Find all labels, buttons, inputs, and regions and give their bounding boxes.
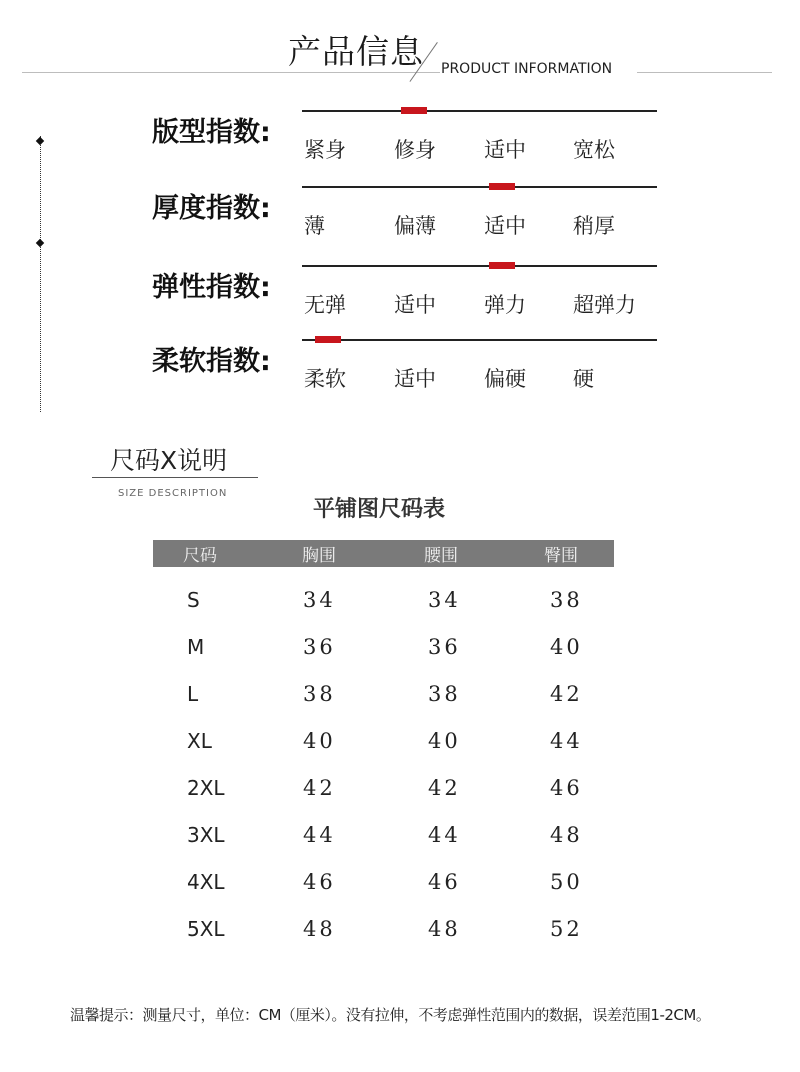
table-cell-measurement: 40 (303, 729, 336, 753)
table-cell-measurement: 46 (303, 870, 336, 894)
table-cell-measurement: 42 (303, 776, 336, 800)
table-cell-measurement: 36 (303, 635, 336, 659)
table-cell-size: L (187, 682, 199, 706)
index-label: 弹性指数: (152, 272, 271, 303)
table-cell-measurement: 52 (550, 917, 583, 941)
index-option: 宽松 (573, 138, 615, 162)
index-option: 适中 (484, 214, 526, 238)
table-header-cell: 尺码 (183, 546, 217, 566)
header-divider-left (22, 72, 440, 73)
table-cell-size: M (187, 635, 205, 659)
table-header-cell: 腰围 (424, 546, 458, 566)
table-cell-measurement: 36 (428, 635, 461, 659)
footer-note: 温馨提示：测量尺寸，单位：CM（厘米）。没有拉伸，不考虑弹性范围内的数据，误差范围1-2CM。 (70, 1006, 711, 1024)
index-option: 硬 (573, 367, 594, 391)
page-title: 产品信息 (288, 32, 424, 71)
index-option: 柔软 (304, 367, 346, 391)
table-cell-measurement: 48 (303, 917, 336, 941)
index-scale-line (302, 110, 657, 112)
timeline-diamond-icon (36, 239, 44, 247)
size-section-subtitle: SIZE DESCRIPTION (118, 488, 228, 499)
table-header-cell: 臀围 (544, 546, 578, 566)
table-cell-measurement: 42 (428, 776, 461, 800)
index-scale-line (302, 186, 657, 188)
index-option: 修身 (394, 138, 436, 162)
table-cell-measurement: 46 (550, 776, 583, 800)
index-option: 超弹力 (573, 293, 636, 317)
table-cell-size: 4XL (187, 870, 225, 894)
index-option: 稍厚 (573, 214, 615, 238)
table-cell-measurement: 40 (428, 729, 461, 753)
table-cell-measurement: 40 (550, 635, 583, 659)
table-cell-size: XL (187, 729, 212, 753)
table-cell-measurement: 38 (428, 682, 461, 706)
table-cell-size: 3XL (187, 823, 225, 847)
index-option: 偏硬 (484, 367, 526, 391)
table-header-cell: 胸围 (302, 546, 336, 566)
table-cell-measurement: 46 (428, 870, 461, 894)
timeline-dotted-line (40, 136, 41, 412)
index-option: 适中 (484, 138, 526, 162)
timeline-diamond-icon (36, 137, 44, 145)
table-cell-measurement: 44 (428, 823, 461, 847)
index-selected-marker (489, 183, 515, 190)
table-cell-size: 2XL (187, 776, 225, 800)
table-cell-measurement: 44 (303, 823, 336, 847)
table-cell-size: 5XL (187, 917, 225, 941)
table-cell-measurement: 38 (303, 682, 336, 706)
index-option: 适中 (394, 293, 436, 317)
header-divider-right (637, 72, 772, 73)
index-selected-marker (401, 107, 427, 114)
table-cell-measurement: 34 (428, 588, 461, 612)
table-cell-measurement: 34 (303, 588, 336, 612)
table-cell-measurement: 48 (428, 917, 461, 941)
table-cell-measurement: 48 (550, 823, 583, 847)
size-section-underline (92, 477, 258, 478)
table-cell-measurement: 38 (550, 588, 583, 612)
index-selected-marker (489, 262, 515, 269)
table-cell-size: S (187, 588, 200, 612)
index-option: 薄 (304, 214, 325, 238)
index-option: 紧身 (304, 138, 346, 162)
index-option: 偏薄 (394, 214, 436, 238)
page-subtitle: PRODUCT INFORMATION (441, 61, 613, 77)
table-cell-measurement: 42 (550, 682, 583, 706)
index-selected-marker (315, 336, 341, 343)
size-section-title: 尺码X说明 (110, 446, 228, 475)
index-option: 弹力 (484, 293, 526, 317)
table-cell-measurement: 44 (550, 729, 583, 753)
index-option: 无弹 (304, 293, 346, 317)
size-table-title: 平铺图尺码表 (313, 496, 446, 522)
index-label: 版型指数: (152, 117, 271, 148)
index-label: 柔软指数: (152, 346, 271, 377)
index-scale-line (302, 339, 657, 341)
table-cell-measurement: 50 (550, 870, 583, 894)
index-scale-line (302, 265, 657, 267)
index-label: 厚度指数: (152, 193, 271, 224)
index-option: 适中 (394, 367, 436, 391)
